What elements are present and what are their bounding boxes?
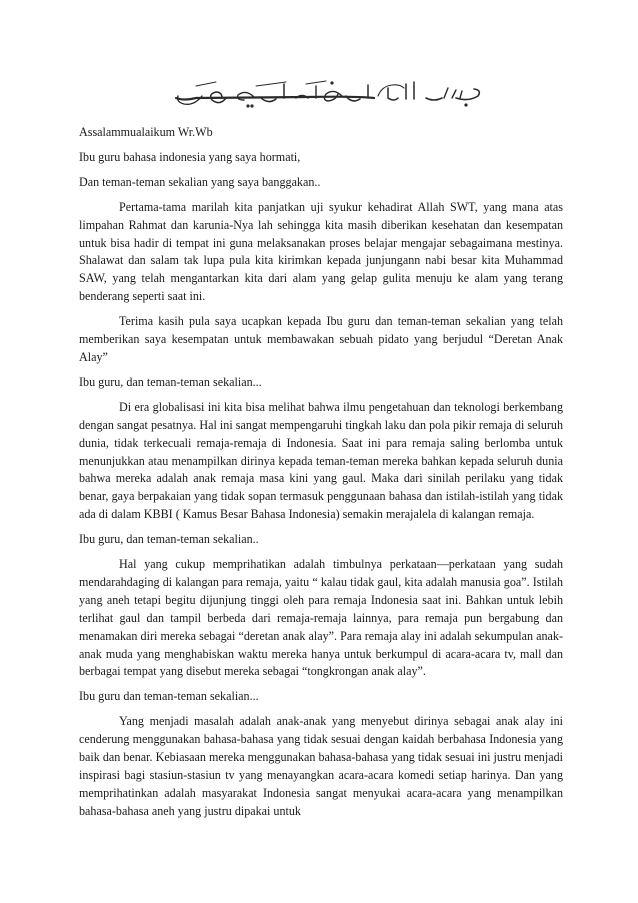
greeting: Assalammualaikum Wr.Wb bbox=[79, 125, 213, 139]
paragraph-language-problem: Yang menjadi masalah adalah anak-anak yang menyebut dirinya sebagai anak alay ini cenderung menggunakan bahasa-bahasa yang tidak sesuai dengan kaidah berbahasa Indonesia yang baik dan benar. Kebiasaan mereka menggunakan bahasa-bahasa yang tidak sesuai ini justru menjadi inspirasi bagi stasiun-stasiun tv yang menayangkan acara-acara komedi setiap harinya. Dan yang memprihatinkan adalah masyarakat Indonesia sangat menyukai acara-acara yang menampilkan bahasa-bahasa aneh yang justru dipakai untuk bbox=[79, 714, 563, 818]
address-audience-2: Ibu guru, dan teman-teman sekalian.. bbox=[79, 532, 259, 547]
address-audience-3: Ibu guru dan teman-teman sekalian... bbox=[79, 689, 259, 704]
address-audience-1: Ibu guru, dan teman-teman sekalian... bbox=[79, 374, 262, 389]
speech-text bbox=[79, 124, 563, 828]
address-teacher: Ibu guru bahasa indonesia yang saya hormati, bbox=[79, 149, 301, 164]
basmala-calligraphy bbox=[156, 76, 490, 112]
paragraph-globalization: Di era globalisasi ini kita bisa melihat bahwa ilmu pengetahuan dan teknologi berkembang dengan sangat pesatnya. Hal ini sangat mempengaruhi tingkah laku dan pola pikir remaja di seluruh dunia, tidak terkecuali remaja-remaja di Indonesia. Saat ini para remaja saling berlomba untuk menunjukkan atau menampilkan dirinya kepada teman-teman mereka bahkan kepada seluruh dunia bahwa mereka adalah anak remaja masa kini yang gaul. Maka dari sinilah perilaku yang tidak benar, gaya berpakaian yang tidak sopan termasuk penggunaan bahasa dan istilah-istilah yang tidak ada di dalam KBBI ( Kamus Besar Bahasa Indonesia) semakin merajalela di kalangan remaja. bbox=[79, 399, 563, 522]
address-friends: Dan teman-teman sekalian yang saya banggakan.. bbox=[79, 174, 321, 189]
paragraph-alay-group: Hal yang cukup memprihatikan adalah timbulnya perkataan—perkataan yang sudah mendarahdaging di kalangan para remaja, yaitu “ kalau tidak gaul, kita adalah manusia goa”. Istilah yang aneh tetapi begitu dijunjung tinggi oleh para remaja Indonesia saat ini. Bahkan untuk lebih terlihat gaul dan tampil berbeda dari remaja-remaja lainnya, para remaja pun bergabung dan menamakan diri mereka sebagai “deretan anak alay”. Para remaja alay ini adalah sekumpulan anak-anak muda yang menghabiskan waktu mereka hanya untuk berkumpul di acara-acara tv, mall dan berbagai tempat yang disebut mereka sebagai “tongkrongan anak alay”. bbox=[79, 557, 563, 679]
paragraph-thanks: Terima kasih pula saya ucapkan kepada Ibu guru dan teman-teman sekalian yang telah memberikan saya kesempatan untuk membawakan sebuah pidato yang berjudul “Deretan Anak Alay” bbox=[79, 314, 563, 364]
paragraph-opening: Pertama-tama marilah kita panjatkan uji syukur kehadirat Allah SWT, yang mana atas limpahan Rahmat dan karunia-Nya lah sehingga kita masih diberikan kesehatan dan kesempatan untuk bisa hadir di tempat ini guna melaksanakan proses belajar mengajar sebagaimana mestinya. Shalawat dan salam tak lupa pula kita kirimkan kepada junjungann nabi besar kita Muhammad SAW, yang telah mengantarkan kita dari alam yang gelap gulita menuju ke alam yang terang benderang seperti saat ini. bbox=[79, 199, 563, 304]
